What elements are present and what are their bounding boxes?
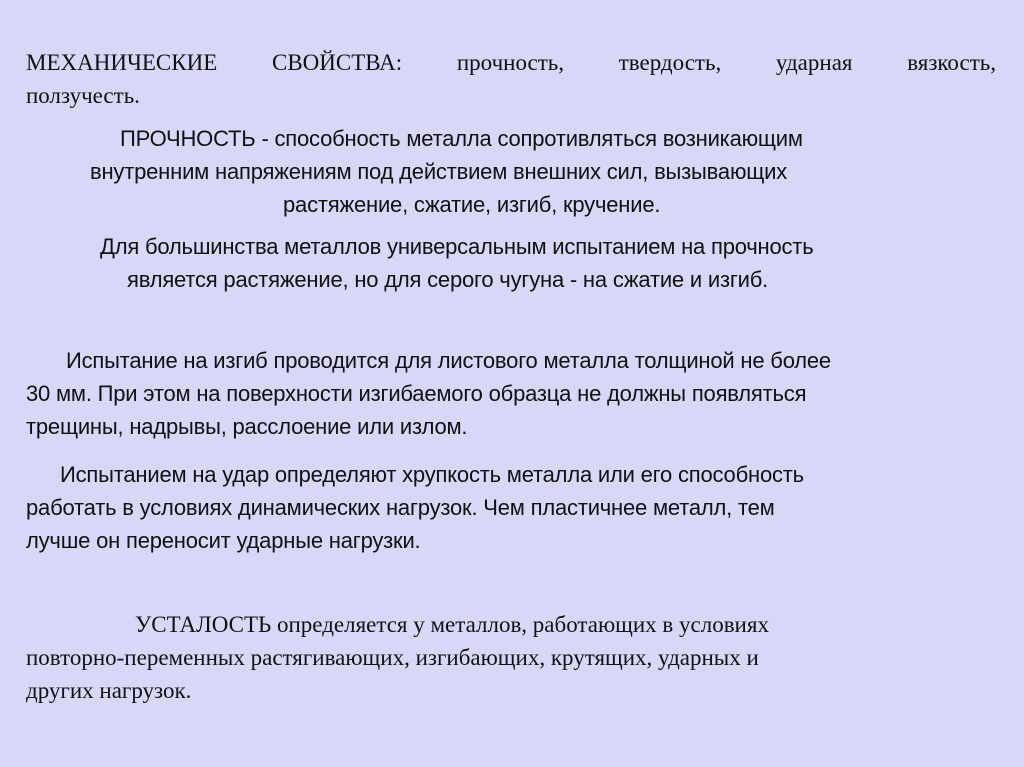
strength-line-2: внутренним напряжениям под действием внешних сил, вызывающих xyxy=(90,159,788,184)
intro-word: СВОЙСТВА: xyxy=(271,50,403,75)
intro-word: ударная xyxy=(775,50,853,75)
strength-line-3: растяжение, сжатие, изгиб, кручение. xyxy=(283,192,661,217)
bend-test-paragraph xyxy=(0,344,1024,443)
strength-paragraph xyxy=(0,122,1024,221)
impact-test-line-1: Испытанием на удар определяют хрупкость металла или его способность xyxy=(60,462,804,487)
intro-line-1 xyxy=(26,46,996,79)
universal-test-line-2: является растяжение, но для серого чугуна - на сжатие и изгиб. xyxy=(127,267,769,292)
intro-word: твердость, xyxy=(618,50,722,75)
impact-test-line-3: лучше он переносит ударные нагрузки. xyxy=(26,528,421,553)
fatigue-line-2: повторно-переменных растягивающих, изгибающих, крутящих, ударных и xyxy=(26,645,759,670)
universal-test-paragraph xyxy=(0,230,1024,296)
bend-test-line-3: трещины, надрывы, расслоение или излом. xyxy=(26,414,468,439)
universal-test-line-1: Для большинства металлов универсальным испытанием на прочность xyxy=(100,234,814,259)
fatigue-line-3: других нагрузок. xyxy=(26,678,192,703)
impact-test-line-2: работать в условиях динамических нагрузок. Чем пластичнее металл, тем xyxy=(26,495,775,520)
bend-test-line-1: Испытание на изгиб проводится для листового металла толщиной не более xyxy=(66,348,831,373)
intro-word: прочность, xyxy=(456,50,565,75)
bend-test-line-2: 30 мм. При этом на поверхности изгибаемого образца не должны появляться xyxy=(26,381,807,406)
intro-line-2: ползучесть. xyxy=(26,83,140,108)
strength-line-1: ПРОЧНОСТЬ - способность металла сопротивляться возникающим xyxy=(120,126,803,151)
impact-test-paragraph xyxy=(0,458,1024,557)
intro-paragraph xyxy=(26,46,996,112)
intro-word: вязкость, xyxy=(907,50,996,75)
fatigue-paragraph xyxy=(0,608,1024,707)
fatigue-line-1: УСТАЛОСТЬ определяется у металлов, работающих в условиях xyxy=(135,612,769,637)
intro-word: МЕХАНИЧЕСКИЕ xyxy=(26,50,218,75)
